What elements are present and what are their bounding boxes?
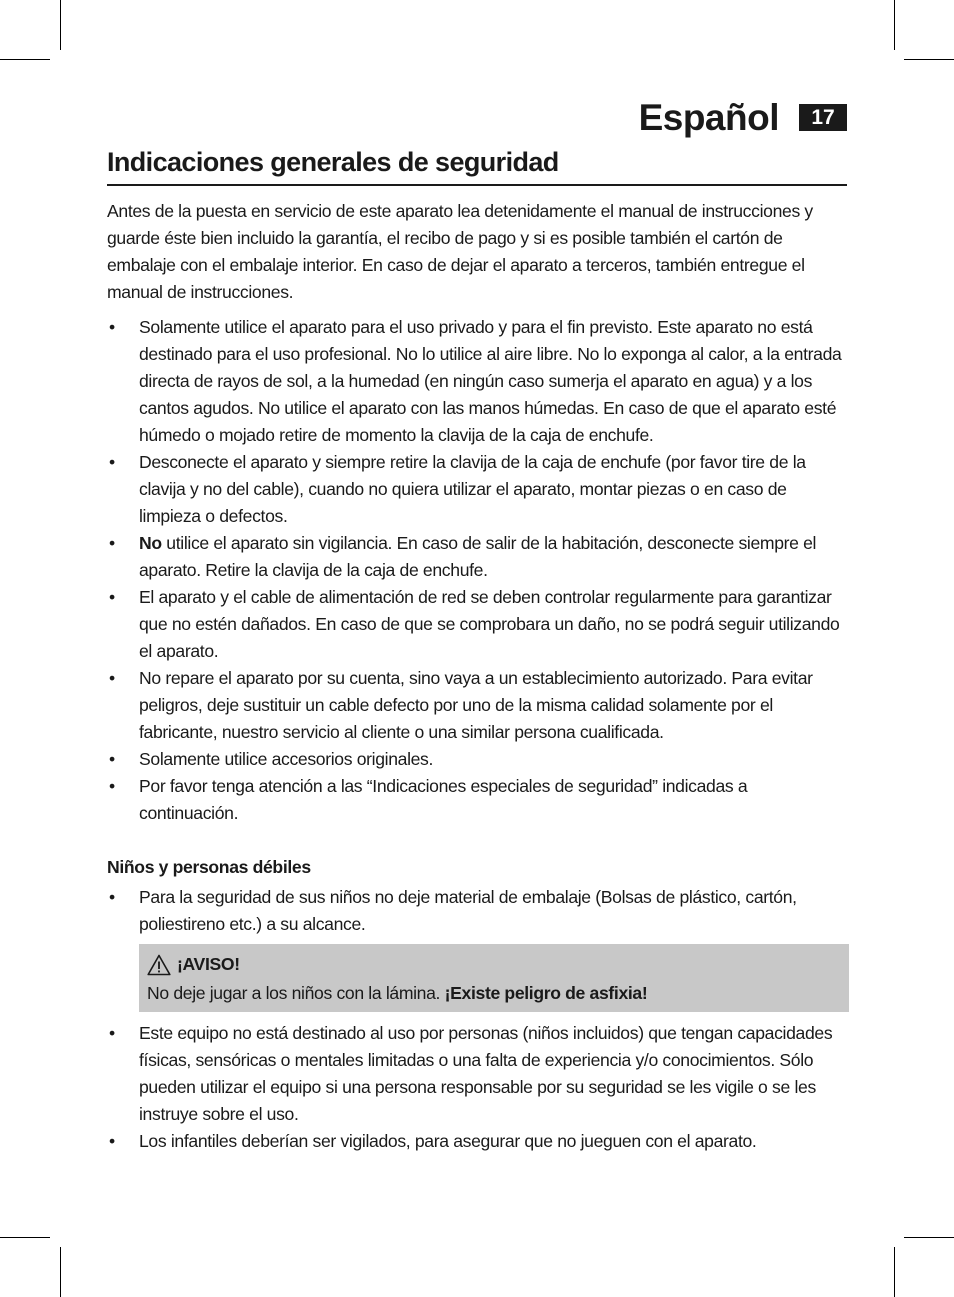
list-item: • Para la seguridad de sus niños no deje material de embalaje (Bolsas de plástico, cartón, poliestireno etc.) a su alcance. [107,884,849,938]
children-bullet-list [107,884,849,938]
crop-mark [894,0,895,50]
page-number-badge: 17 [799,104,847,131]
crop-mark [0,1237,50,1238]
list-item: • Este equipo no está destinado al uso por personas (niños incluidos) que tengan capacidades físicas, sensóricas o mentales limitadas o una falta de experiencia y/o conocimientos. Sólo pueden utilizar el equipo si una persona responsable por su seguridad se les vigile o se les instruye sobre el uso. [107,1020,849,1128]
section-heading: Indicaciones generales de seguridad [107,147,559,177]
warning-triangle-icon [147,954,171,976]
crop-mark [60,0,61,50]
bullet-icon: • [109,776,115,796]
bullet-icon: • [109,887,115,907]
safety-bullet-list [107,314,849,827]
list-item: • El aparato y el cable de alimentación de red se deben controlar regularmente para garantizar que no estén dañados. En caso de que se comprobara un daño, no se podrá seguir utilizando el aparato. [107,584,849,665]
children-bullet-list-continued [107,1020,849,1155]
language-title: Español [638,97,779,138]
bullet-icon: • [109,452,115,472]
crop-mark [904,59,954,60]
bullet-icon: • [109,587,115,607]
children-subheading: Niños y personas débiles [107,857,311,877]
list-item: • No repare el aparato por su cuenta, sino vaya a un establecimiento autorizado. Para evitar peligros, deje sustituir un cable defecto por uno de la misma calidad solamente por el fabricante, nuestro servicio al cliente o una similar persona cualificada. [107,665,849,746]
list-item: • Por favor tenga atención a las “Indicaciones especiales de seguridad” indicadas a continuación. [107,773,849,827]
crop-mark [894,1247,895,1297]
crop-mark [60,1247,61,1297]
bullet-icon: • [109,317,115,337]
warning-title: ¡AVISO! [147,950,839,979]
heading-divider [107,184,847,186]
warning-text: No deje jugar a los niños con la lámina. ¡Existe peligro de asfixia! [147,983,648,1003]
crop-mark [0,59,50,60]
warning-box [139,944,849,1012]
document-body [107,198,849,1155]
warning-emphasis: ¡Existe peligro de asfixia! [444,983,648,1003]
bullet-icon: • [109,668,115,688]
bullet-icon: • [109,1023,115,1043]
intro-paragraph: Antes de la puesta en servicio de este aparato lea detenidamente el manual de instrucciones y guarde éste bien incluido la garantía, el recibo de pago y si es posible también el cartón de embalaje con el embalaje interior. En caso de dejar el aparato a terceros, también entregue el manual de instrucciones. [107,201,813,302]
list-item: • No utilice el aparato sin vigilancia. En caso de salir de la habitación, desconecte siempre el aparato. Retire la clavija de la caja de enchufe. [107,530,849,584]
crop-mark [904,1237,954,1238]
list-item: • Solamente utilice accesorios originales. [107,746,849,773]
bullet-icon: • [109,1131,115,1151]
list-item: • Los infantiles deberían ser vigilados, para asegurar que no jueguen con el aparato. [107,1128,849,1155]
bullet-icon: • [109,533,115,553]
bullet-icon: • [109,749,115,769]
list-item: • Solamente utilice el aparato para el uso privado y para el fin previsto. Este aparato no está destinado para el uso profesional. No lo utilice al aire libre. No lo exponga al calor, a la entrada directa de rayos de sol, a la humedad (en ningún caso sumerja el aparato en agua) y a los cantos agudos. No utilice el aparato con las manos húmedas. En caso de que el aparato esté húmedo o mojado retire de momento la clavija de la caja de enchufe. [107,314,849,449]
list-item: • Desconecte el aparato y siempre retire la clavija de la caja de enchufe (por favor tire de la clavija y no del cable), cuando no quiera utilizar el aparato, montar piezas o en caso de limpieza o defectos. [107,449,849,530]
